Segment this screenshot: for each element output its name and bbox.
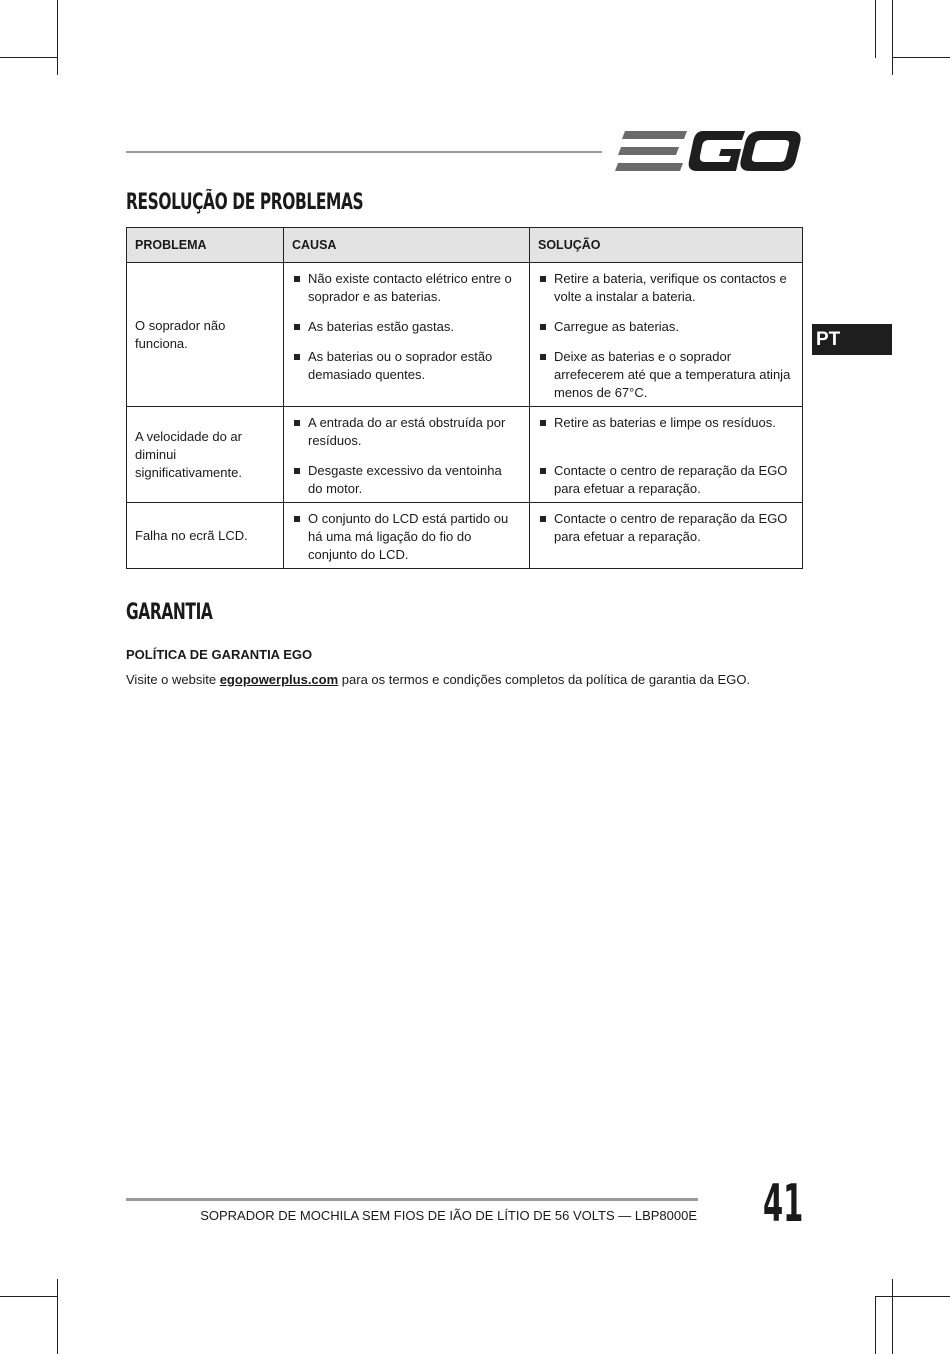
list-item: A entrada do ar está obstruída por resíduos. xyxy=(292,414,521,450)
column-header-solution: SOLUÇÃO xyxy=(530,228,803,263)
list-item: Retire a bateria, verifique os contactos e volte a instalar a bateria. xyxy=(538,270,794,306)
crop-mark xyxy=(892,1279,893,1354)
crop-mark xyxy=(0,1296,58,1297)
header-rule xyxy=(126,151,602,153)
warranty-text-after: para os termos e condições completos da política de garantia da EGO. xyxy=(338,672,751,687)
footer-product-title: SOPRADOR DE MOCHILA SEM FIOS DE IÃO DE LÍTIO DE 56 VOLTS — LBP8000E xyxy=(200,1208,697,1223)
troubleshooting-table xyxy=(126,227,803,569)
cause-cell xyxy=(284,503,530,569)
footer-rule xyxy=(126,1198,698,1201)
page-number: 41 xyxy=(763,1174,804,1234)
list-item: Carregue as baterias. xyxy=(538,318,794,336)
list-item: Contacte o centro de reparação da EGO para efetuar a reparação. xyxy=(538,462,794,498)
list-item: Desgaste excessivo da ventoinha do motor. xyxy=(292,462,521,498)
cause-cell xyxy=(284,263,530,407)
list-item: Contacte o centro de reparação da EGO para efetuar a reparação. xyxy=(538,510,794,546)
crop-mark xyxy=(875,1296,950,1297)
solution-cell xyxy=(530,263,803,407)
crop-mark xyxy=(875,0,876,58)
solution-cell xyxy=(530,503,803,569)
list-item: Retire as baterias e limpe os resíduos. xyxy=(538,414,794,432)
crop-mark xyxy=(0,57,58,58)
warranty-text-before: Visite o website xyxy=(126,672,220,687)
column-header-cause: CAUSA xyxy=(284,228,530,263)
column-header-problem: PROBLEMA xyxy=(127,228,284,263)
language-tab: PT xyxy=(812,324,892,355)
ego-logo xyxy=(615,128,801,174)
troubleshooting-title: RESOLUÇÃO DE PROBLEMAS xyxy=(126,190,364,215)
table-row xyxy=(127,263,803,407)
list-item: Não existe contacto elétrico entre o soprador e as baterias. xyxy=(292,270,521,306)
table-row xyxy=(127,407,803,503)
crop-mark xyxy=(892,57,950,58)
warranty-title: GARANTIA xyxy=(126,600,213,625)
table-row xyxy=(127,503,803,569)
problem-cell: A velocidade do ar diminui significativamente. xyxy=(127,407,284,503)
problem-cell: O soprador não funciona. xyxy=(127,263,284,407)
crop-mark xyxy=(875,1296,876,1354)
crop-mark xyxy=(57,0,58,75)
list-item: O conjunto do LCD está partido ou há uma má ligação do fio do conjunto do LCD. xyxy=(292,510,521,564)
problem-cell: Falha no ecrã LCD. xyxy=(127,503,284,569)
website-link[interactable]: egopowerplus.com xyxy=(219,672,339,687)
warranty-subtitle: POLÍTICA DE GARANTIA EGO xyxy=(126,647,313,662)
cause-cell xyxy=(284,407,530,503)
warranty-text xyxy=(126,672,750,687)
solution-cell xyxy=(530,407,803,503)
crop-mark xyxy=(892,0,893,75)
list-item: Deixe as baterias e o soprador arrefecerem até que a temperatura atinja menos de 67°C. xyxy=(538,348,794,402)
list-item: As baterias estão gastas. xyxy=(292,318,521,336)
crop-mark xyxy=(57,1279,58,1354)
table-header-row xyxy=(127,228,803,263)
list-item: As baterias ou o soprador estão demasiado quentes. xyxy=(292,348,521,384)
